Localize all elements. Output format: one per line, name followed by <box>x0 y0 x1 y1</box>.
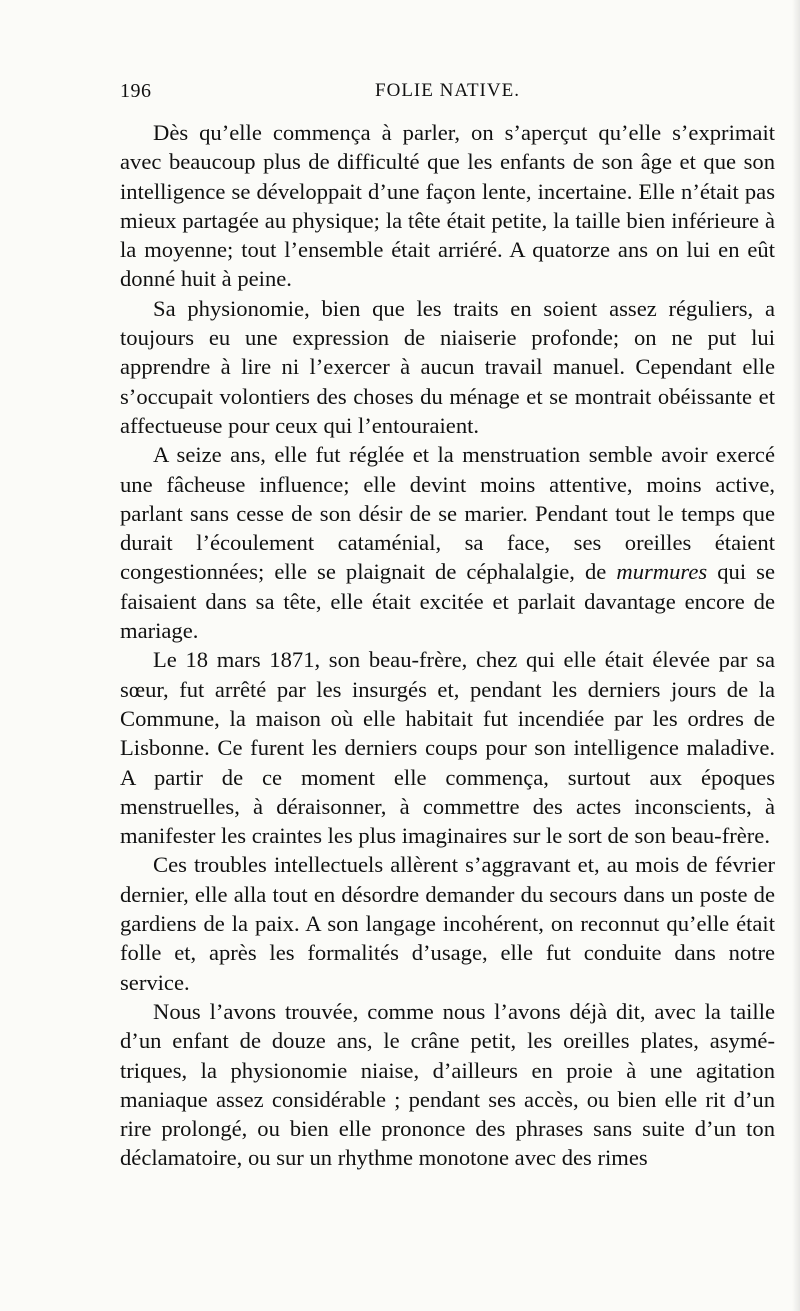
paragraph-6: Nous l’avons trouvée, comme nous l’avons déjà dit, avec la taille d’un enfant de douze ans, le crâne petit, les oreilles plates, asymétriques, la physionomie niaise, d’ailleurs en proie à une agitation maniaque assez considérable ; pendant ses accès, ou bien elle rit d’un rire prolongé, ou bien elle prononce des phrases sans suite d’un ton déclamatoire, ou sur un rhythme monotone avec des rimes <box>120 998 775 1171</box>
paragraph-3-text-after: qui se faisaient dans sa tête, elle était excitée et parlait davantage encore de mariage. <box>120 559 775 644</box>
running-head <box>120 80 775 110</box>
running-title: FOLIE NATIVE. <box>375 80 520 101</box>
paragraph-1: Dès qu’elle commença à parler, on s’aperçut qu’elle s’exprimait avec beaucoup plus de difficulté que les enfants de son âge et que son intelligence se développait d’une façon lente, incertaine. Elle n’était pas mieux partagée au physique; la tête était petite, la taille bien inférieure à la moyenne; tout l’ensemble était arriéré. A quatorze ans on lui en eût donné huit à peine. <box>120 120 775 292</box>
paragraph-3-text-before: A seize ans, elle fut réglée et la menstruation semble avoir exercé une fâcheuse influence; elle devint moins attentive, moins active, parlant sans cesse de son désir de se marier. Pendant tout le temps que durait l’écoulement cataménial, sa face, ses oreilles étaient congestionnées; elle se plaignait de céphalalgie, de <box>120 442 775 585</box>
page-number: 196 <box>120 80 152 102</box>
body-text <box>120 118 775 1173</box>
paragraph-2: Sa physionomie, bien que les traits en soient assez réguliers, a toujours eu une expression de niaiserie profonde; on ne put lui apprendre à lire ni l’exercer à aucun travail manuel. Cependant elle s’occupait volontiers des choses du ménage et se montrait obéissante et affectueuse pour ceux qui l’entouraient. <box>120 295 775 438</box>
paragraph-4: Le 18 mars 1871, son beau-frère, chez qui elle était élevée par sa sœur, fut arrêté par les insurgés et, pendant les derniers jours de la Commune, la maison où elle habitait fut incendiée par les ordres de Lisbonne. Ce furent les derniers coups pour son intelligence maladive. A partir de ce moment elle commença, surtout aux époques menstruelles, à déraisonner, à commettre des actes inconscients, à manifester les craintes les plus imaginaires sur le sort de son beau-frère. <box>120 647 775 849</box>
paragraph-3-italic-word: murmures <box>616 559 708 585</box>
paragraph-3 <box>120 440 775 645</box>
page-edge-shadow <box>792 0 800 1311</box>
paragraph-5: Ces troubles intellectuels allèrent s’aggravant et, au mois de février dernier, elle alla tout en désordre demander du secours dans un poste de gardiens de la paix. A son langage incohérent, on reconnut qu’elle était folle et, après les formalités d’usage, elle fut conduite dans notre service. <box>120 852 775 995</box>
